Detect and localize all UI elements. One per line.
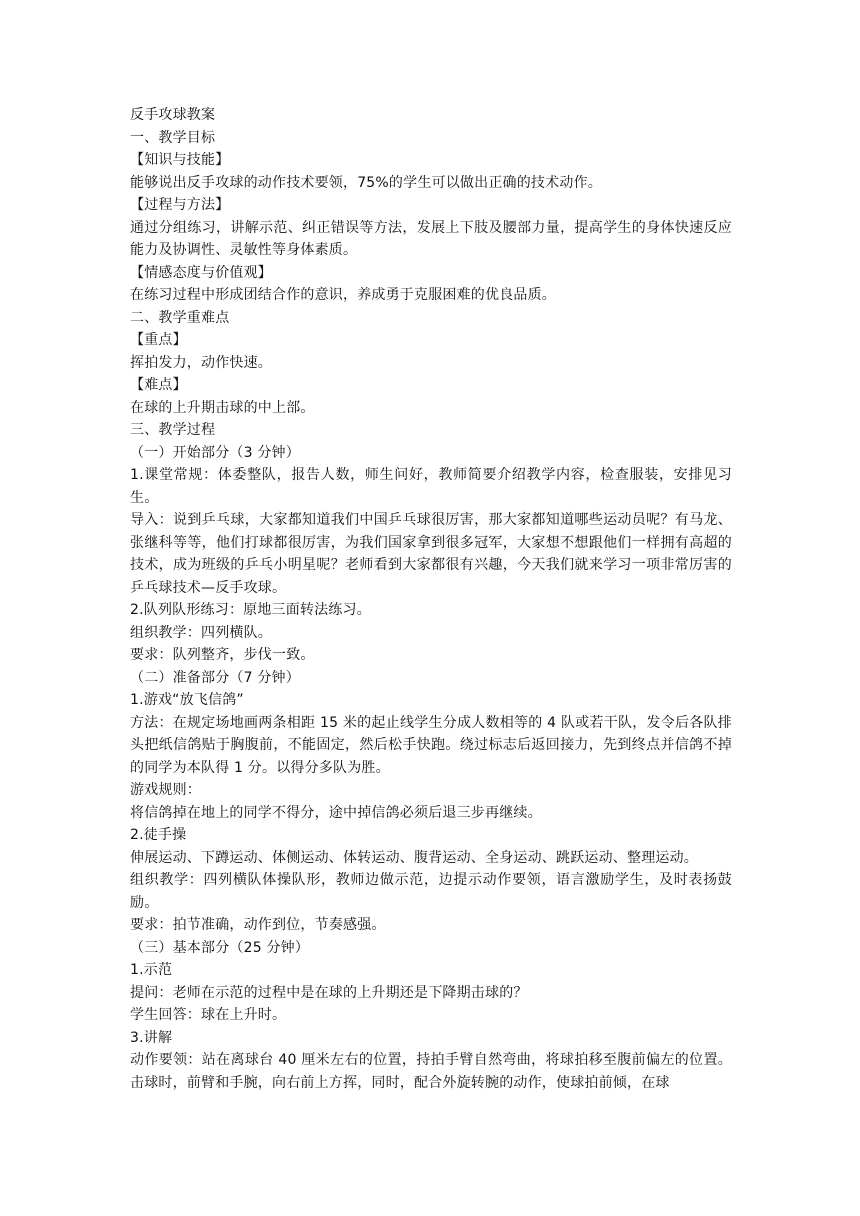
- subheading-process-method: 【过程与方法】: [130, 197, 230, 213]
- document-title: 反手攻球教案: [130, 107, 216, 123]
- paragraph: 要求：队列整齐，步伐一致。: [130, 647, 315, 663]
- subheading-difficulty: 【难点】: [130, 377, 187, 393]
- paragraph: 方法：在规定场地画两条相距 15 米的起止线学生分成人数相等的 4 队或若干队，发令后各队排头把纸信鸽贴于胸腹前，不能固定，然后松手快跑。绕过标志后返回接力，先到终点并信鸽不掉的同学为本队得 1 分。以得分多队为胜。: [130, 714, 732, 776]
- paragraph: 通过分组练习，讲解示范、纠正错误等方法，发展上下肢及腰部力量，提高学生的身体快速反应能力及协调性、灵敏性等身体素质。: [130, 219, 732, 258]
- paragraph: 在练习过程中形成团结合作的意识，养成勇于克服困难的优良品质。: [130, 287, 556, 303]
- subheading-key-point: 【重点】: [130, 332, 187, 348]
- paragraph: 1.示范: [130, 962, 173, 978]
- paragraph: 动作要领：站在离球台 40 厘米左右的位置，持拍手臂自然弯曲，将球拍移至腹前偏左的位置。击球时，前臂和手腕，向右前上方挥，同时，配合外旋转腕的动作，使球拍前倾，在球: [130, 1052, 732, 1091]
- document-body: [130, 104, 732, 1094]
- paragraph: 将信鸽掉在地上的同学不得分，途中掉信鸽必须后退三步再继续。: [130, 804, 542, 821]
- paragraph: 挥拍发力，动作快速。: [130, 354, 272, 371]
- paragraph: 组织教学：四列横队体操队形，教师边做示范，边提示动作要领，语言激励学生，及时表扬鼓励。: [130, 872, 732, 911]
- part-heading-preparation: （二）准备部分（7 分钟）: [130, 669, 300, 686]
- paragraph: 学生回答：球在上升时。: [130, 1007, 287, 1023]
- paragraph: 2.徒手操: [130, 827, 187, 843]
- paragraph: 游戏规则：: [130, 782, 201, 798]
- paragraph: 2.队列队形练习：原地三面转法练习。: [130, 602, 371, 618]
- subheading-knowledge-skills: 【知识与技能】: [130, 152, 230, 168]
- paragraph: 导入：说到乒乓球，大家都知道我们中国乒乓球很厉害，那大家都知道哪些运动员呢？有马龙、张继科等等，他们打球都很厉害，为我们国家拿到很多冠军，大家想不想跟他们一样拥有高超的技术，成为班级的乒乓小明星呢？老师看到大家都很有兴趣，今天我们就来学习一项非常厉害的乒乓球技术—反手攻球。: [130, 512, 732, 596]
- paragraph: 要求：拍节准确，动作到位，节奏感强。: [130, 917, 386, 933]
- paragraph: 组织教学：四列横队。: [130, 624, 272, 641]
- paragraph: 3.讲解: [130, 1029, 173, 1046]
- section-heading-key-points: 二、教学重难点: [130, 309, 230, 326]
- part-heading-opening: （一）开始部分（3 分钟）: [130, 444, 300, 461]
- section-heading-objectives: 一、教学目标: [130, 129, 216, 146]
- part-heading-basic: （三）基本部分（25 分钟）: [130, 939, 310, 956]
- paragraph: 1.游戏“放飞信鸽”: [130, 692, 244, 708]
- subheading-attitude-values: 【情感态度与价值观】: [130, 264, 272, 281]
- paragraph: 提问：老师在示范的过程中是在球的上升期还是下降期击球的？: [130, 984, 528, 1001]
- section-heading-process: 三、教学过程: [130, 422, 216, 438]
- paragraph: 能够说出反手攻球的动作技术要领，75%的学生可以做出正确的技术动作。: [130, 174, 602, 191]
- paragraph: 伸展运动、下蹲运动、体侧运动、体转运动、腹背运动、全身运动、跳跃运动、整理运动。: [130, 849, 698, 866]
- paragraph: 在球的上升期击球的中上部。: [130, 399, 315, 416]
- paragraph: 1.课堂常规：体委整队，报告人数，师生问好，教师简要介绍教学内容，检查服装，安排见习生。: [130, 467, 732, 506]
